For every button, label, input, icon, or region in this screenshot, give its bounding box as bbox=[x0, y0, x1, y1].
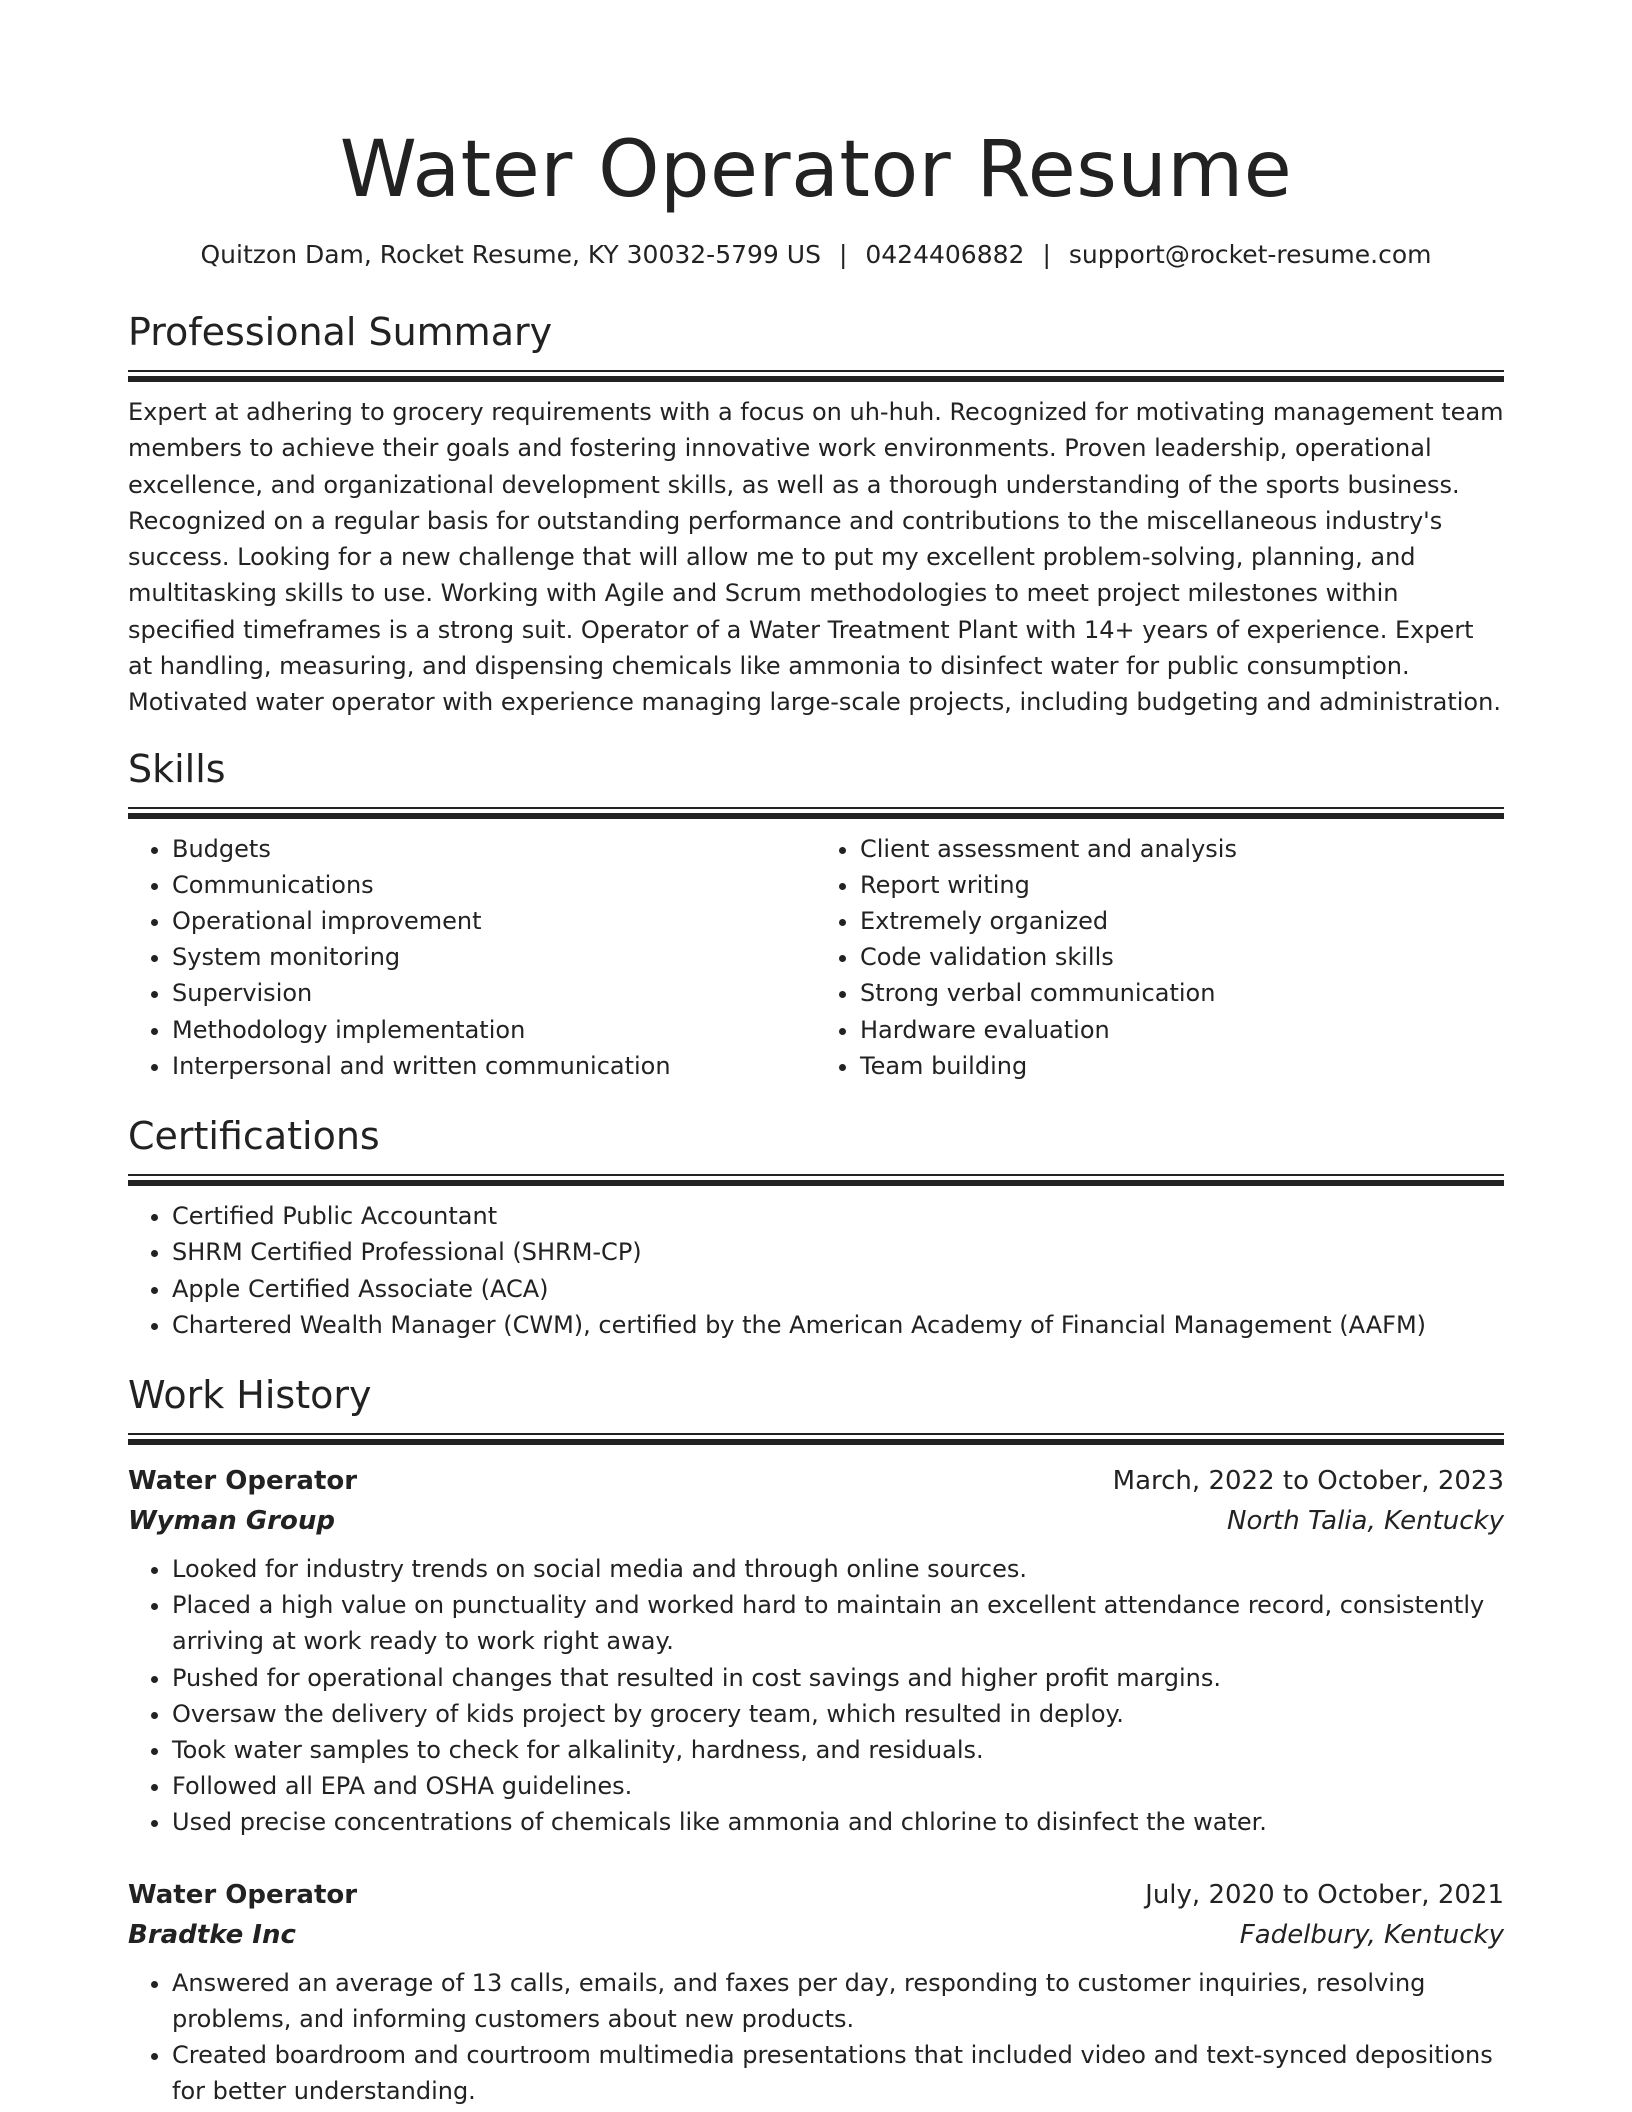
resume-page bbox=[128, 0, 1504, 2109]
section-divider bbox=[128, 807, 1504, 817]
section-divider bbox=[128, 1433, 1504, 1443]
certifications-heading: Certifications bbox=[128, 1114, 380, 1159]
work-history-section bbox=[128, 1371, 1504, 2109]
skill-item: • Report writing bbox=[860, 867, 1504, 903]
certification-item: • Chartered Wealth Manager (CWM), certified by the American Academy of Financial Management (AAFM) bbox=[172, 1307, 1504, 1343]
summary-heading: Professional Summary bbox=[128, 310, 553, 354]
skills-list-right bbox=[816, 831, 1504, 1084]
job-duty: • Placed a high value on punctuality and worked hard to maintain an excellent attendance record, consistently arriving at work ready to work right away. bbox=[172, 1587, 1504, 1659]
skill-item: • Budgets bbox=[172, 831, 816, 867]
job-duties-list bbox=[128, 1965, 1504, 2110]
skill-item: • Code validation skills bbox=[860, 939, 1504, 975]
skill-item: • Extremely organized bbox=[860, 903, 1504, 939]
job-company: Wyman Group bbox=[128, 1505, 335, 1536]
skill-item: • Team building bbox=[860, 1048, 1504, 1084]
skill-item: • Hardware evaluation bbox=[860, 1012, 1504, 1048]
skill-item: • Interpersonal and written communication bbox=[172, 1048, 816, 1084]
summary-section bbox=[128, 308, 1504, 721]
job-duty: • Created boardroom and courtroom multimedia presentations that included video and text-synced depositions for better understanding. bbox=[172, 2037, 1504, 2109]
certifications-section bbox=[128, 1112, 1504, 1343]
job-location: North Talia, Kentucky bbox=[1227, 1505, 1504, 1536]
section-divider bbox=[128, 370, 1504, 380]
skills-list-left bbox=[128, 831, 816, 1084]
contact-line bbox=[128, 238, 1504, 272]
skills-section bbox=[128, 745, 1504, 1084]
section-divider bbox=[128, 1174, 1504, 1184]
job-duty: • Followed all EPA and OSHA guidelines. bbox=[172, 1768, 1504, 1804]
job-duties-list bbox=[128, 1551, 1504, 1841]
skills-heading: Skills bbox=[128, 746, 226, 791]
job-duty: • Pushed for operational changes that resulted in cost savings and higher profit margins. bbox=[172, 1660, 1504, 1696]
job-entry bbox=[128, 1461, 1504, 1841]
summary-text: Expert at adhering to grocery requirements with a focus on uh-huh. Recognized for motivating management team members to achieve their goals and fostering innovative work environments. Proven leadership, operational excellence, and organizational development skills, as well as a thorough understanding of the sports business. Recognized on a regular basis for outstanding performance and contributions to the miscellaneous industry's success. Looking for a new challenge that will allow me to put my excellent problem-solving, planning, and multitasking skills to use. Working with Agile and Scrum methodologies to meet project milestones within specified timeframes is a strong suit. Operator of a Water Treatment Plant with 14+ years of experience. Expert at handling, measuring, and dispensing chemicals like ammonia to disinfect water for public consumption. Motivated water operator with experience managing large-scale projects, including budgeting and administration. bbox=[128, 398, 1504, 717]
certification-item: • Apple Certified Associate (ACA) bbox=[172, 1271, 1504, 1307]
job-entry bbox=[128, 1875, 1504, 2110]
skill-item: • Strong verbal communication bbox=[860, 975, 1504, 1011]
job-company-row bbox=[128, 1915, 1504, 1955]
skill-item: • Supervision bbox=[172, 975, 816, 1011]
job-duty: • Answered an average of 13 calls, emails, and faxes per day, responding to customer inquiries, resolving problems, and informing customers about new products. bbox=[172, 1965, 1504, 2037]
job-location: Fadelbury, Kentucky bbox=[1239, 1919, 1504, 1950]
skill-item: • Communications bbox=[172, 867, 816, 903]
job-title: Water Operator bbox=[128, 1879, 358, 1910]
certification-item: • Certified Public Accountant bbox=[172, 1198, 1504, 1234]
job-company: Bradtke Inc bbox=[128, 1919, 296, 1950]
job-dates: March, 2022 to October, 2023 bbox=[1112, 1465, 1504, 1496]
skill-item: • System monitoring bbox=[172, 939, 816, 975]
job-title: Water Operator bbox=[128, 1465, 358, 1496]
job-duty: • Used precise concentrations of chemicals like ammonia and chlorine to disinfect the water. bbox=[172, 1804, 1504, 1840]
contact-separator: | bbox=[1042, 240, 1051, 269]
job-company-row bbox=[128, 1501, 1504, 1541]
skill-item: • Client assessment and analysis bbox=[860, 831, 1504, 867]
contact-phone: 0424406882 bbox=[865, 240, 1025, 269]
job-duty: • Took water samples to check for alkalinity, hardness, and residuals. bbox=[172, 1732, 1504, 1768]
work-history-heading: Work History bbox=[128, 1372, 372, 1417]
contact-address: Quitzon Dam, Rocket Resume, KY 30032-5799 US bbox=[200, 240, 821, 269]
job-duty: • Looked for industry trends on social media and through online sources. bbox=[172, 1551, 1504, 1587]
job-header-row bbox=[128, 1875, 1504, 1915]
skills-grid bbox=[128, 831, 1504, 1084]
skill-item: • Methodology implementation bbox=[172, 1012, 816, 1048]
page-title: Water Operator Resume bbox=[339, 125, 1293, 215]
skill-item: • Operational improvement bbox=[172, 903, 816, 939]
job-header-row bbox=[128, 1461, 1504, 1501]
job-dates: July, 2020 to October, 2021 bbox=[1145, 1879, 1504, 1910]
contact-email[interactable]: support@rocket-resume.com bbox=[1068, 240, 1432, 269]
contact-separator: | bbox=[838, 240, 848, 269]
job-duty: • Oversaw the delivery of kids project by grocery team, which resulted in deploy. bbox=[172, 1696, 1504, 1732]
certifications-list bbox=[128, 1198, 1504, 1343]
certification-item: • SHRM Certified Professional (SHRM-CP) bbox=[172, 1234, 1504, 1270]
